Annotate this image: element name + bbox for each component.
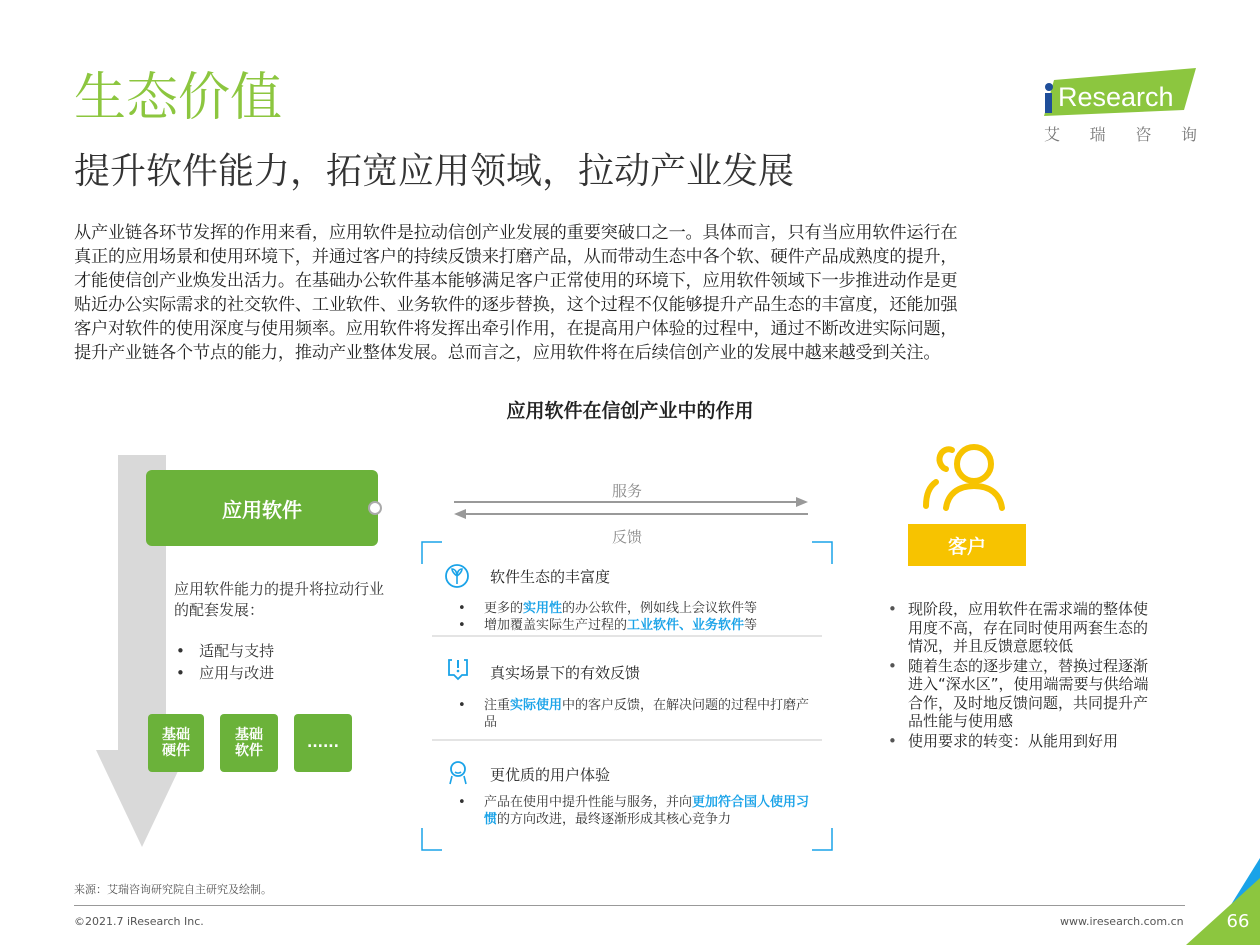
section-title: 更优质的用户体验: [490, 766, 611, 784]
bullet-text: 等: [744, 618, 758, 633]
logo-brand-text: Research: [1058, 82, 1174, 112]
copyright-text: ©2021.7 iResearch Inc.: [74, 915, 204, 928]
tile-text: 硬件: [162, 743, 190, 759]
customer-box: 客户: [908, 524, 1026, 566]
section-bullets: [458, 794, 818, 828]
tile-text: ......: [307, 735, 339, 751]
bullet-text: 产品在使用中提升性能与服务，并向: [484, 795, 693, 810]
left-bullet-text: 应用与改进: [199, 664, 275, 682]
logo-cn-char: 咨: [1135, 125, 1154, 144]
app-software-desc: 应用软件能力的提升将拉动行业的配套发展：: [174, 580, 385, 619]
page-title: 生态价值: [74, 68, 283, 128]
feedback-icon: [446, 657, 470, 681]
bullet-text: 更多的: [484, 601, 524, 616]
tile-basic-hardware: [148, 714, 204, 772]
intro-line: 才能使信创产业焕发出活力。在基础办公软件基本能够满足客户正常使用的环境下，应用软件领域下一步推进动作是更: [74, 271, 958, 291]
source-note: 来源：艾瑞咨询研究院自主研究及绘制。: [74, 883, 272, 896]
logo-cn-text: [1044, 122, 1199, 145]
highlight-text: 工业软件、业务软件: [627, 618, 745, 633]
footer-divider: [74, 905, 1185, 906]
tile-text: 基础: [162, 727, 190, 743]
section-bullet: • 更多的实用性的办公软件，例如线上会议软件等: [458, 601, 758, 616]
section-bullet: • 注重实际使用中的客户反馈，在解决问题的过程中打磨产品: [458, 697, 818, 731]
section-bullet: • 增加覆盖实际生产过程的工业软件、业务软件等: [458, 618, 758, 633]
left-bullet: • 适配与支持: [176, 642, 275, 660]
left-bullet: • 应用与改进: [176, 664, 275, 682]
highlight-text: 实际使用: [510, 698, 563, 713]
rich-bullet: [484, 794, 818, 828]
customer-bullet-text: 现阶段，应用软件在需求端的整体使用度不高，存在同时使用两套生态的情况，并且反馈意愿较低: [908, 600, 1149, 655]
bullet-text: 的办公软件，例如线上会议软件等: [562, 601, 758, 616]
customer-bullet: • 现阶段，应用软件在需求端的整体使用度不高，存在同时使用两套生态的情况，并且反馈意愿较低: [888, 600, 1156, 656]
service-label: 服务: [612, 482, 643, 500]
section-bullets: [458, 600, 828, 634]
logo-cn-char: 询: [1180, 125, 1199, 144]
user-icon: [446, 760, 470, 786]
intro-line: 客户对软件的使用深度与使用频率。应用软件将发挥出牵引作用，在提高用户体验的过程中，通过不断改进实际问题，: [74, 319, 958, 339]
customer-bullet: • 随着生态的逐步建立，替换过程逐渐进入“深水区”，使用端需要与供给端合作，及时地反馈问题，共同提升产品性能与使用感: [888, 657, 1156, 731]
tile-basic-software: [220, 714, 278, 772]
customer-bullets: [888, 600, 1156, 751]
figure-title: 应用软件在信创产业中的作用: [506, 400, 754, 422]
highlight-text: 更加符合国人使用习惯: [484, 795, 810, 827]
intro-line: 真正的应用场景和使用环境下，并通过客户的持续反馈来打磨产品，从而带动生态中各个软、硬件产品成熟度的提升，: [74, 247, 958, 267]
people-icon: [918, 438, 1014, 516]
rich-bullet: [484, 600, 757, 617]
rich-bullet: [484, 617, 757, 634]
bullet-text: 增加覆盖实际生产过程的: [484, 618, 628, 633]
highlight-text: 实用性: [523, 601, 563, 616]
bullet-text: 中的客户反馈，在解决问题的过程中打磨产品: [484, 698, 810, 730]
logo-cn-char: 瑞: [1089, 125, 1108, 144]
page-number: 66: [1226, 911, 1250, 932]
section-title: 软件生态的丰富度: [490, 568, 611, 586]
tile-more: [294, 714, 352, 772]
bullet-text: 的方向改进，最终逐渐形成其核心竞争力: [497, 812, 732, 827]
section-bullets: [458, 697, 818, 731]
section-title: 真实场景下的有效反馈: [490, 664, 641, 682]
page-subtitle: 提升软件能力，拓宽应用领域，拉动产业发展: [74, 151, 795, 192]
sprout-icon: [444, 563, 470, 589]
customer-bullet-text: 随着生态的逐步建立，替换过程逐渐进入“深水区”，使用端需要与供给端合作，及时地反馈问题，共同提升产品性能与使用感: [908, 656, 1149, 730]
intro-line: 提升产业链各个节点的能力，推动产业整体发展。总而言之，应用软件将在后续信创产业的发展中越来越受到关注。: [74, 343, 941, 363]
left-bullet-text: 适配与支持: [199, 642, 275, 660]
section-bullet: • 产品在使用中提升性能与服务，并向更加符合国人使用习惯的方向改进，最终逐渐形成其核心竞争力: [458, 794, 818, 828]
intro-line: 贴近办公实际需求的社交软件、工业软件、业务软件的逐步替换，这个过程不仅能够提升产品生态的丰富度，还能加强: [74, 295, 958, 315]
tile-text: 软件: [235, 743, 263, 759]
connector-dot: [368, 501, 382, 515]
app-software-box: 应用软件: [146, 470, 378, 546]
tile-text: 基础: [235, 727, 263, 743]
customer-bullet: • 使用要求的转变：从能用到好用: [888, 731, 1119, 750]
intro-paragraph: [74, 221, 1190, 365]
logo-cn-char: 艾: [1044, 125, 1063, 144]
website-link[interactable]: www.iresearch.com.cn: [1060, 915, 1184, 928]
rich-bullet: [484, 697, 818, 731]
feedback-label: 反馈: [612, 528, 643, 546]
bullet-text: 注重: [484, 698, 511, 713]
customer-bullet-text: 使用要求的转变：从能用到好用: [908, 731, 1119, 750]
intro-line: 从产业链各环节发挥的作用来看，应用软件是拉动信创产业发展的重要突破口之一。具体而言，只有当应用软件运行在: [74, 223, 958, 243]
service-feedback-arrows: [452, 496, 810, 520]
